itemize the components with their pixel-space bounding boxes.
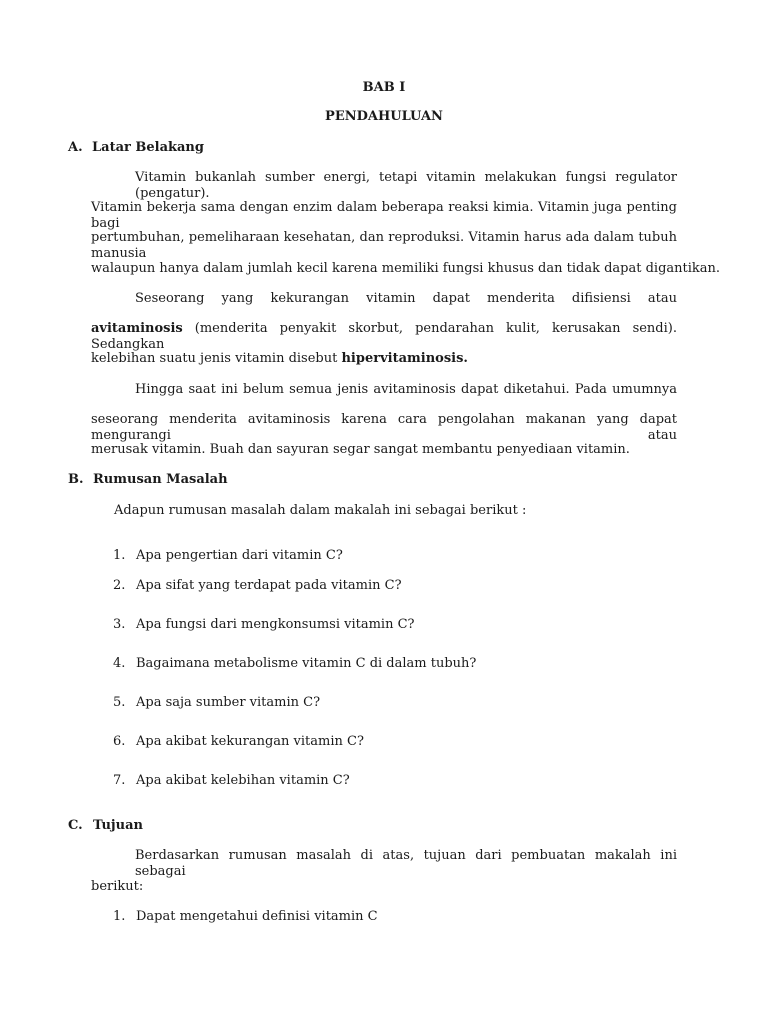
paragraph-a2-line-2 — [91, 321, 677, 353]
term-hipervitaminosis: hipervitaminosis. — [341, 351, 468, 366]
paragraph-a2-line-3-text: kelebihan suatu jenis vitamin disebut — [91, 351, 338, 366]
section-b-letter: B. — [68, 472, 84, 487]
list-c-number-1: 1. — [113, 909, 126, 924]
paragraph-c1-line-2: berikut: — [91, 879, 144, 894]
section-b-heading: Rumusan Masalah — [93, 472, 228, 487]
list-b-item-1: Apa pengertian dari vitamin C? — [136, 548, 343, 563]
list-b-item-7: Apa akibat kelebihan vitamin C? — [136, 773, 350, 788]
section-c-letter: C. — [68, 818, 83, 833]
section-b-intro: Adapun rumusan masalah dalam makalah ini sebagai berikut : — [114, 503, 527, 518]
paragraph-a1-line-2: Vitamin bekerja sama dengan enzim dalam beberapa reaksi kimia. Vitamin juga penting bagi — [91, 200, 677, 231]
paragraph-a1-line-1: Vitamin bukanlah sumber energi, tetapi vitamin melakukan fungsi regulator (pengatur). — [135, 170, 677, 201]
section-c-heading: Tujuan — [93, 818, 143, 833]
paragraph-a2-line-1: Seseorang yang kekurangan vitamin dapat menderita difisiensi atau — [135, 291, 677, 306]
list-b-item-2: Apa sifat yang terdapat pada vitamin C? — [136, 578, 402, 593]
list-b-item-6: Apa akibat kekurangan vitamin C? — [136, 734, 364, 749]
list-b-number-4: 4. — [113, 656, 126, 671]
paragraph-c1-line-1: Berdasarkan rumusan masalah di atas, tujuan dari pembuatan makalah ini sebagai — [135, 848, 677, 879]
paragraph-a1-line-3: pertumbuhan, pemeliharaan kesehatan, dan reproduksi. Vitamin harus ada dalam tubuh manusia — [91, 230, 677, 261]
list-b-item-5: Apa saja sumber vitamin C? — [136, 695, 321, 710]
term-avitaminosis: avitaminosis — [91, 321, 183, 336]
list-b-number-2: 2. — [113, 578, 126, 593]
list-b-number-7: 7. — [113, 773, 126, 788]
paragraph-a3-line-1: Hingga saat ini belum semua jenis avitaminosis dapat diketahui. Pada umumnya — [135, 382, 677, 397]
paragraph-a2-line-2-rest: (menderita penyakit skorbut, pendarahan kulit, kerusakan sendi). Sedangkan — [91, 321, 677, 352]
section-a-heading: Latar Belakang — [92, 140, 204, 155]
list-b-number-5: 5. — [113, 695, 126, 710]
list-b-item-4: Bagaimana metabolisme vitamin C di dalam tubuh? — [136, 656, 477, 671]
paragraph-a1-line-4: walaupun hanya dalam jumlah kecil karena memiliki fungsi khusus dan tidak dapat digantikan. — [91, 261, 721, 276]
paragraph-a3-line-2: seseorang menderita avitaminosis karena cara pengolahan makanan yang dapat mengurangi atau — [91, 412, 677, 443]
chapter-number: BAB I — [362, 80, 406, 95]
paragraph-a3-line-3: merusak vitamin. Buah dan sayuran segar sangat membantu penyediaan vitamin. — [91, 442, 630, 457]
section-a-letter: A. — [68, 140, 83, 155]
list-c-item-1: Dapat mengetahui definisi vitamin C — [136, 909, 378, 924]
list-b-number-6: 6. — [113, 734, 126, 749]
list-b-number-3: 3. — [113, 617, 126, 632]
paragraph-a2-line-3 — [91, 351, 468, 367]
list-b-number-1: 1. — [113, 548, 126, 563]
chapter-title: PENDAHULUAN — [325, 109, 443, 124]
list-b-item-3: Apa fungsi dari mengkonsumsi vitamin C? — [136, 617, 415, 632]
